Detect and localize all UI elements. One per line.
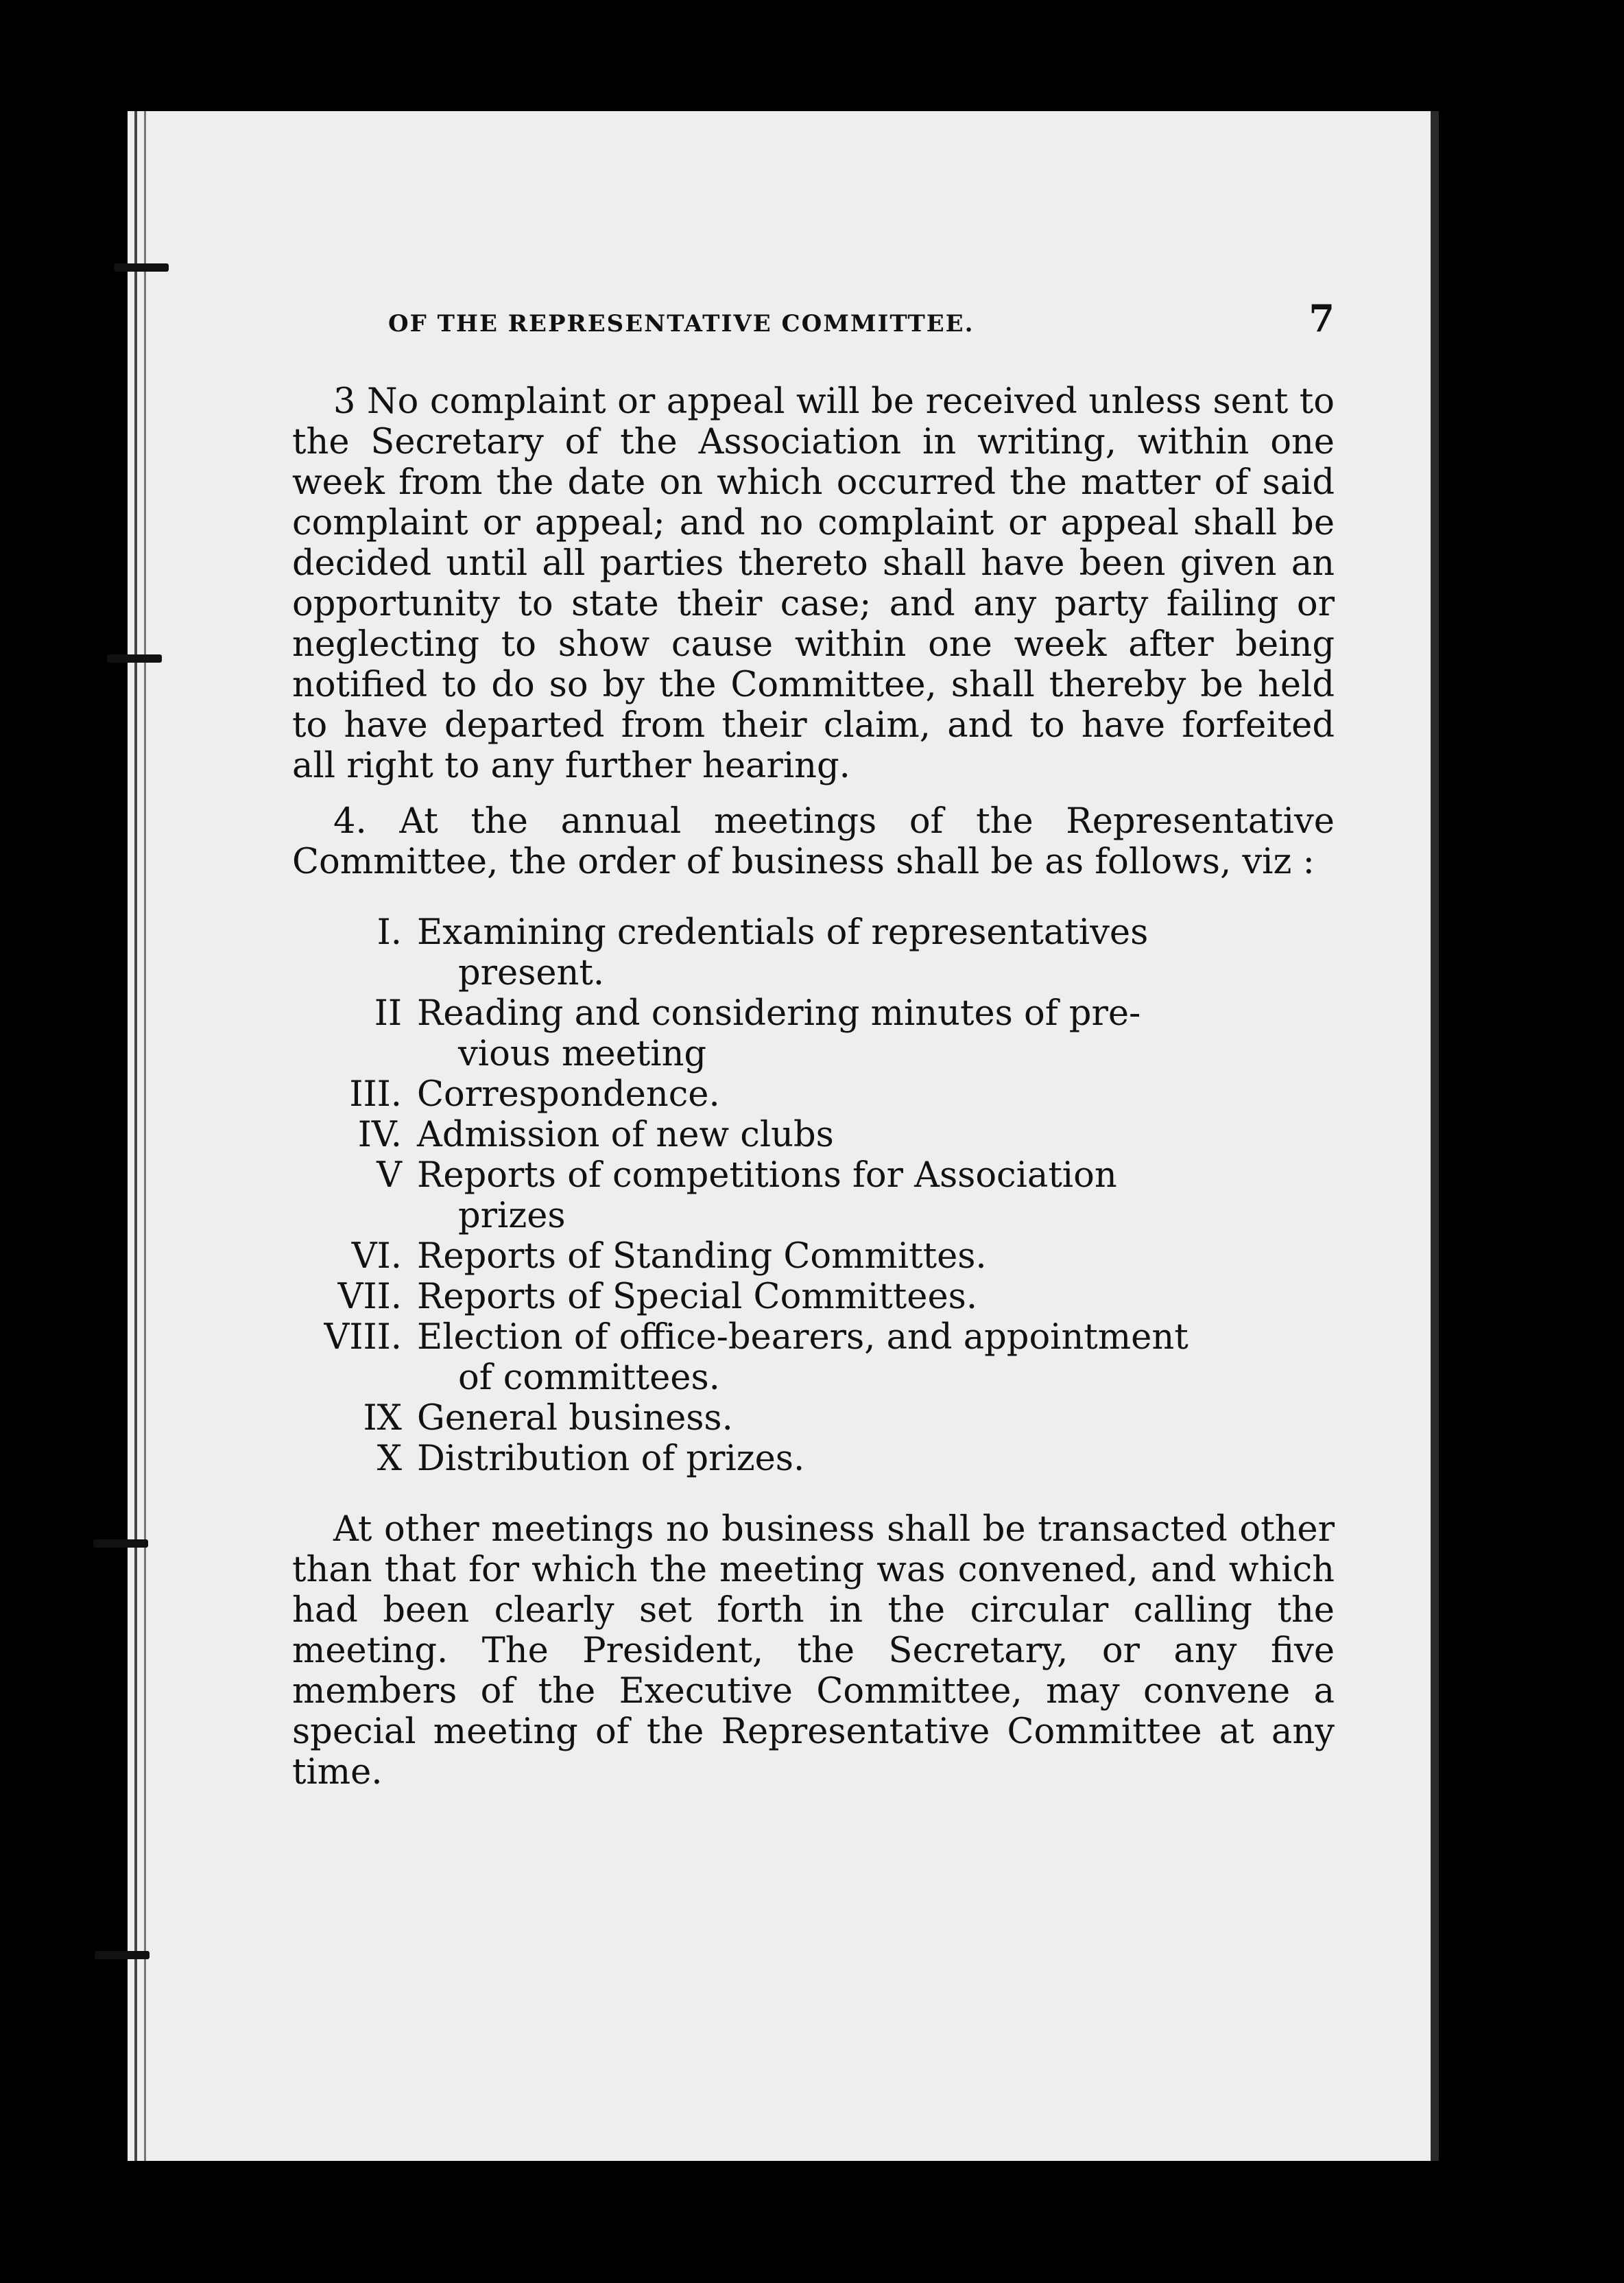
item-number: IX bbox=[363, 1398, 402, 1439]
list-item bbox=[292, 1398, 1335, 1439]
item-text: Admission of new clubs bbox=[417, 1115, 834, 1155]
paragraph-3: 3 No complaint or appeal will be received unless sent to the Secretary of the Association in writing, within one week from the date on which occurred the matter of said complaint or appeal; and no complaint or appeal shall be decided until all parties thereto shall have been given an opportunity to state their case; and any party failing or neglecting to show cause within one week after being notified to do so by the Committee, shall thereby be held to have departed from their claim, and to have forfeited all right to any further hearing. bbox=[292, 381, 1335, 786]
item-number: VI. bbox=[351, 1236, 402, 1277]
list-item bbox=[292, 1439, 1335, 1479]
item-text: Reading and considering minutes of pre- bbox=[417, 993, 1141, 1034]
order-of-business-list bbox=[292, 912, 1335, 1479]
item-number: IV. bbox=[357, 1115, 402, 1155]
binding-stitch bbox=[95, 1951, 150, 1959]
binding-stitch bbox=[114, 263, 169, 272]
item-continuation: of committees. bbox=[458, 1358, 720, 1398]
running-title: OF THE REPRESENTATIVE COMMITTEE. bbox=[388, 310, 975, 338]
item-text: Reports of Special Committees. bbox=[417, 1277, 978, 1317]
item-text: Distribution of prizes. bbox=[417, 1439, 805, 1479]
page-number: 7 bbox=[1309, 296, 1335, 340]
item-number: I. bbox=[377, 912, 402, 953]
item-text: Examining credentials of representatives bbox=[417, 912, 1149, 953]
item-continuation: present. bbox=[458, 953, 605, 993]
book-page bbox=[128, 111, 1439, 2161]
item-text: Reports of competitions for Association bbox=[417, 1155, 1117, 1196]
list-item bbox=[292, 1074, 1335, 1115]
page-text bbox=[292, 296, 1335, 1793]
item-text: Correspondence. bbox=[417, 1074, 720, 1115]
item-text: General business. bbox=[417, 1398, 733, 1439]
list-item bbox=[292, 1317, 1335, 1398]
paragraph-5: At other meetings no business shall be transacted other than that for which the meeting was convened, and which had been clearly set forth in the circular calling the meeting. The President, the Secretary, or any five members of the Executive Committee, may convene a special meeting of the Representative Committee at any time. bbox=[292, 1509, 1335, 1793]
paragraph-4: 4. At the annual meetings of the Representative Committee, the order of business shall be as follows, viz : bbox=[292, 801, 1335, 882]
list-item bbox=[292, 993, 1335, 1074]
list-item bbox=[292, 1155, 1335, 1236]
item-number: V bbox=[377, 1155, 402, 1196]
binding-stitch bbox=[107, 654, 162, 663]
list-item bbox=[292, 1236, 1335, 1277]
item-text: Election of office-bearers, and appointment bbox=[417, 1317, 1189, 1358]
item-text: Reports of Standing Committes. bbox=[417, 1236, 987, 1277]
item-number: VIII. bbox=[324, 1317, 402, 1358]
item-number: X bbox=[377, 1439, 402, 1479]
item-number: VII. bbox=[337, 1277, 402, 1317]
binding-stitch bbox=[93, 1539, 148, 1548]
running-header bbox=[388, 296, 1335, 340]
item-continuation: prizes bbox=[458, 1196, 566, 1236]
item-number: III. bbox=[349, 1074, 402, 1115]
binding-edge-inner bbox=[144, 111, 146, 2161]
list-item bbox=[292, 1277, 1335, 1317]
list-item bbox=[292, 912, 1335, 993]
list-item bbox=[292, 1115, 1335, 1155]
item-continuation: vious meeting bbox=[458, 1034, 707, 1074]
item-number: II bbox=[374, 993, 402, 1034]
binding-edge bbox=[134, 111, 137, 2161]
